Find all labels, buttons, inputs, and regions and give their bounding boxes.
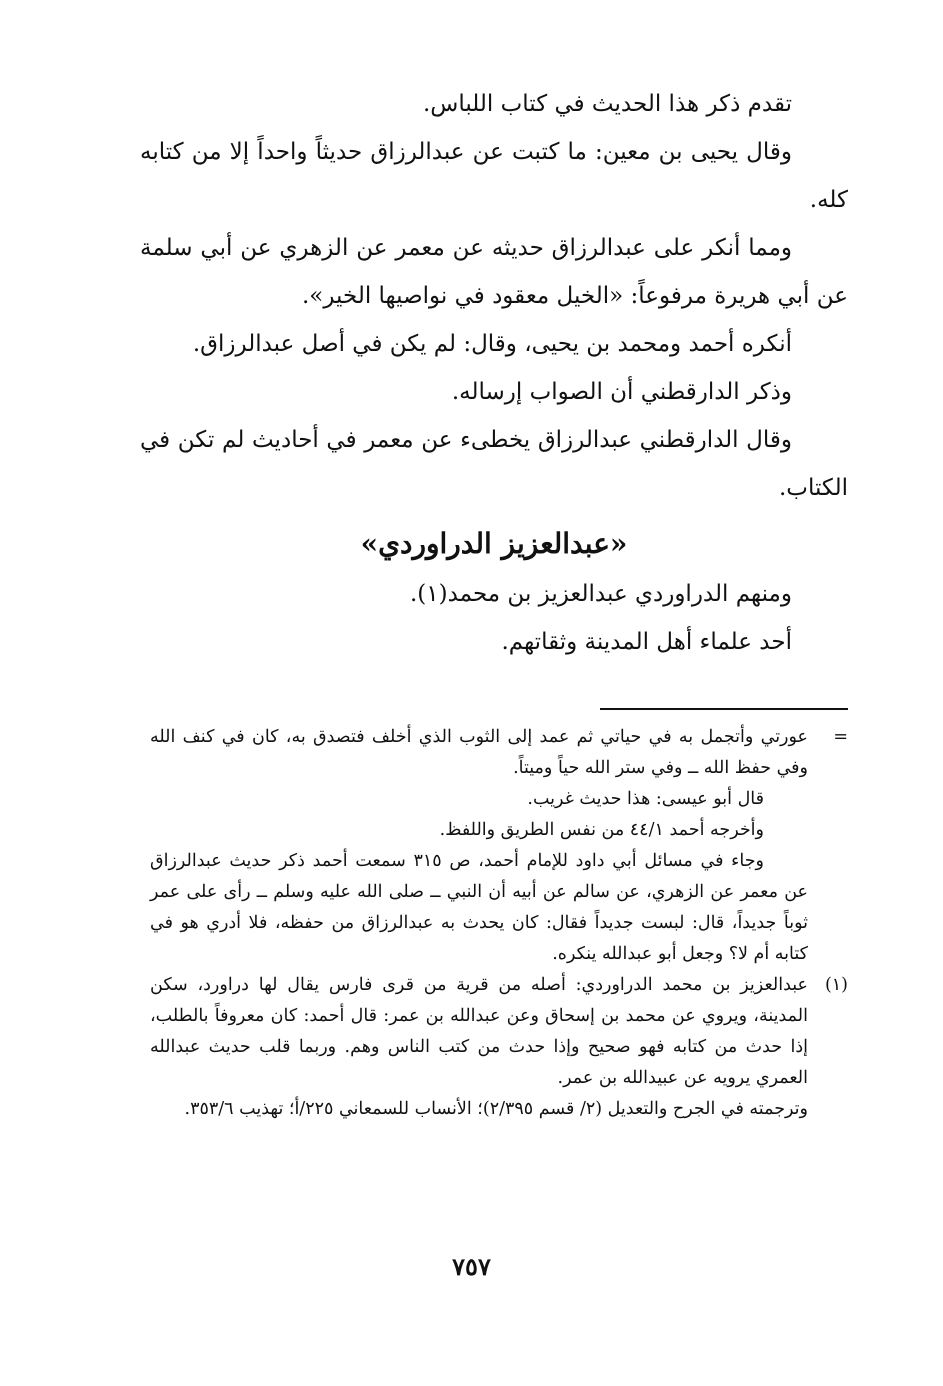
footnote-number: (١) [824,975,848,995]
footnote-line: قال أبو عيسى: هذا حديث غريب. [527,789,764,809]
footnotes [150,722,848,1125]
paragraph: ومنهم الدراوردي عبدالعزيز بن محمد(١). [409,581,792,607]
footnote-line: وأخرجه أحمد ٤٤/١ من نفس الطريق واللفظ. [439,820,764,840]
paragraph: أحد علماء أهل المدينة وثقاتهم. [501,629,792,655]
footnote-divider [600,708,848,710]
paragraph: وقال يحيى بن معين: ما كتبت عن عبدالرزاق حديثاً واحداً إلا من كتابه كله. [140,139,848,213]
paragraph: تقدم ذكر هذا الحديث في كتاب اللباس. [422,91,792,117]
footnote-line: وجاء في مسائل أبي داود للإمام أحمد، ص ٣١٥ سمعت أحمد ذكر حديث عبدالرزاق عن معمر عن الزهري، عن سالم عن أبيه أن النبي ــ صلى الله عليه وسلم ــ رأى على عمر ثوباً جديداً، قال: لبست جديداً فقال: كان يحدث به عبدالرزاق من حفظه، فلا أدري هو في كتابه أم لا؟ وجعل أبو عبدالله ينكره. [150,851,808,964]
section-heading: «عبدالعزيز الدراوردي» [360,527,628,560]
footnote-line: وترجمته في الجرح والتعديل (٢/ قسم ٢/٣٩٥)؛ الأنساب للسمعاني ٢٢٥/أ؛ تهذيب ٣٥٣/٦. [184,1099,808,1119]
main-text [140,80,848,666]
footnote-continued [150,722,848,970]
footnote-continuation-mark: = [833,727,848,747]
paragraph: وقال الدارقطني عبدالرزاق يخطىء عن معمر في أحاديث لم تكن في الكتاب. [140,427,848,501]
paragraph: وذكر الدارقطني أن الصواب إرساله. [451,379,792,405]
footnote-line: عورتي وأتجمل به في حياتي ثم عمد إلى الثوب الذي أخلف فتصدق به، كان في كنف الله وفي حفظ الله ــ وفي ستر الله حياً وميتاً. [150,727,808,778]
page-number: ٧٥٧ [452,1252,491,1281]
footnote-1 [150,970,848,1125]
paragraph: أنكره أحمد ومحمد بن يحيى، وقال: لم يكن في أصل عبدالرزاق. [192,331,792,357]
footnote-line: عبدالعزيز بن محمد الدراوردي: أصله من قرية من قرى فارس يقال لها دراورد، سكن المدينة، ويروي عن محمد بن إسحاق وعن عبدالله بن عمر: قال أحمد: كان معروفاً بالطلب، إذا حدث من كتابه فهو صحيح وإذا حدث من كتب الناس وهم. وربما قلب حديث عبدالله العمري يرويه عن عبيدالله بن عمر. [150,975,808,1088]
paragraph: ومما أنكر على عبدالرزاق حديثه عن معمر عن الزهري عن أبي سلمة عن أبي هريرة مرفوعاً: «الخيل معقود في نواصيها الخير». [140,235,848,309]
